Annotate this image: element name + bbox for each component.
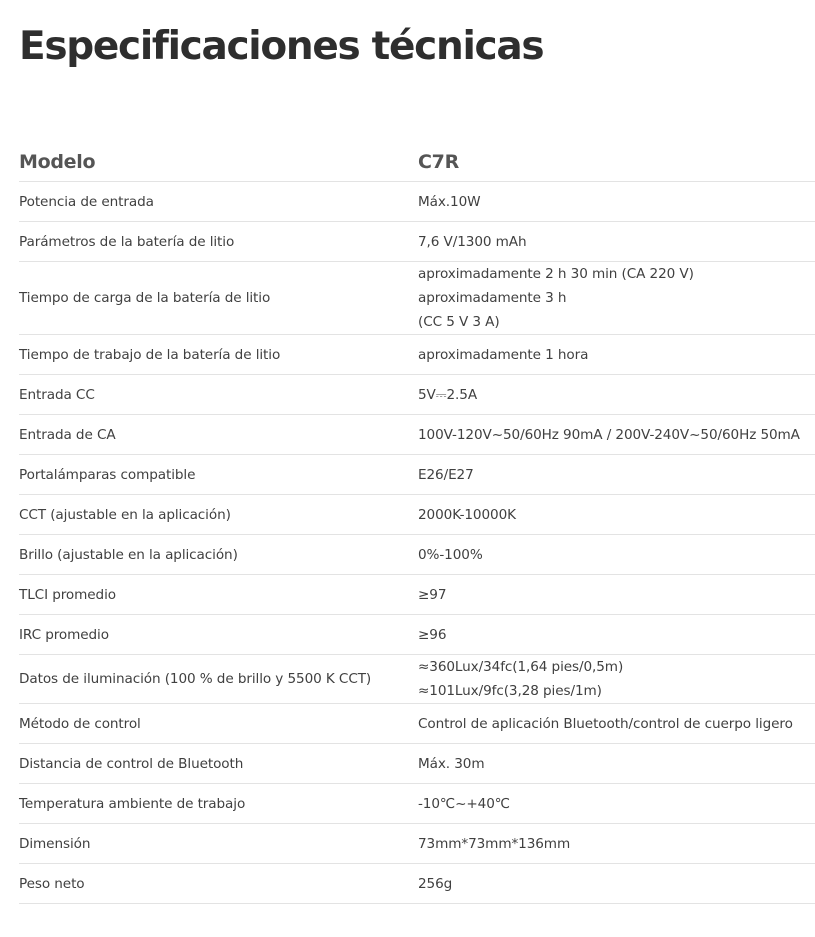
spec-value-line: aproximadamente 2 h 30 min (CA 220 V) aproximadamente 3 h	[418, 266, 694, 306]
table-row	[19, 222, 815, 262]
table-row	[19, 495, 815, 535]
spec-label: Potencia de entrada	[19, 193, 154, 210]
spec-label: Tiempo de carga de la batería de litio	[19, 290, 271, 306]
spec-table	[19, 142, 815, 904]
spec-value: 73mm*73mm*136mm	[418, 835, 571, 852]
spec-label: Dimensión	[19, 835, 91, 852]
spec-value-line: ≈360Lux/34fc(1,64 pies/0,5m)	[418, 659, 624, 675]
spec-value: Control de aplicación Bluetooth/control de cuerpo ligero	[418, 715, 793, 732]
spec-label: Entrada CC	[19, 386, 95, 403]
spec-value: Máx. 30m	[418, 755, 485, 772]
spec-label: Datos de iluminación (100 % de brillo y 5500 K CCT)	[19, 671, 372, 687]
spec-value: 2000K-10000K	[418, 506, 516, 523]
spec-value: 7,6 V/1300 mAh	[418, 233, 527, 250]
table-row	[19, 455, 815, 495]
table-row	[19, 262, 815, 335]
spec-label: Portalámparas compatible	[19, 466, 196, 483]
spec-label: Temperatura ambiente de trabajo	[19, 795, 246, 812]
spec-value: ≥97	[418, 586, 447, 603]
spec-label: Distancia de control de Bluetooth	[19, 755, 244, 772]
table-row	[19, 784, 815, 824]
table-header-row	[19, 142, 815, 182]
table-row	[19, 655, 815, 704]
spec-value: aproximadamente 1 hora	[418, 346, 589, 363]
spec-value: E26/E27	[418, 466, 474, 483]
spec-label: Peso neto	[19, 875, 85, 892]
spec-label: Tiempo de trabajo de la batería de litio	[19, 346, 281, 363]
table-row	[19, 575, 815, 615]
spec-label: IRC promedio	[19, 626, 109, 643]
table-row	[19, 744, 815, 784]
header-label: Modelo	[19, 150, 96, 173]
spec-value-line: ≈101Lux/9fc(3,28 pies/1m)	[418, 683, 602, 699]
spec-value: 100V-120V~50/60Hz 90mA / 200V-240V~50/60Hz 50mA	[418, 426, 800, 443]
spec-value-line: (CC 5 V 3 A)	[418, 314, 500, 330]
table-row	[19, 535, 815, 575]
spec-value: -10℃~+40℃	[418, 795, 510, 812]
table-row	[19, 182, 815, 222]
table-row	[19, 704, 815, 744]
spec-label: Brillo (ajustable en la aplicación)	[19, 546, 238, 563]
spec-value	[418, 262, 815, 334]
spec-label: Método de control	[19, 715, 141, 732]
table-row	[19, 375, 815, 415]
table-row	[19, 415, 815, 455]
spec-value: 256g	[418, 875, 453, 892]
spec-value: Máx.10W	[418, 193, 481, 210]
spec-value: ≥96	[418, 626, 447, 643]
spec-label: Parámetros de la batería de litio	[19, 233, 235, 250]
spec-value: 0%-100%	[418, 546, 483, 563]
spec-label: Entrada de CA	[19, 426, 116, 443]
spec-label: TLCI promedio	[19, 586, 116, 603]
spec-value	[418, 655, 815, 703]
table-row	[19, 615, 815, 655]
table-row	[19, 824, 815, 864]
table-row	[19, 335, 815, 375]
page-title: Especificaciones técnicas	[19, 24, 544, 69]
table-row	[19, 864, 815, 904]
spec-label: CCT (ajustable en la aplicación)	[19, 506, 231, 523]
header-value: C7R	[418, 150, 459, 173]
spec-value: 5V⎓2.5A	[418, 386, 478, 403]
